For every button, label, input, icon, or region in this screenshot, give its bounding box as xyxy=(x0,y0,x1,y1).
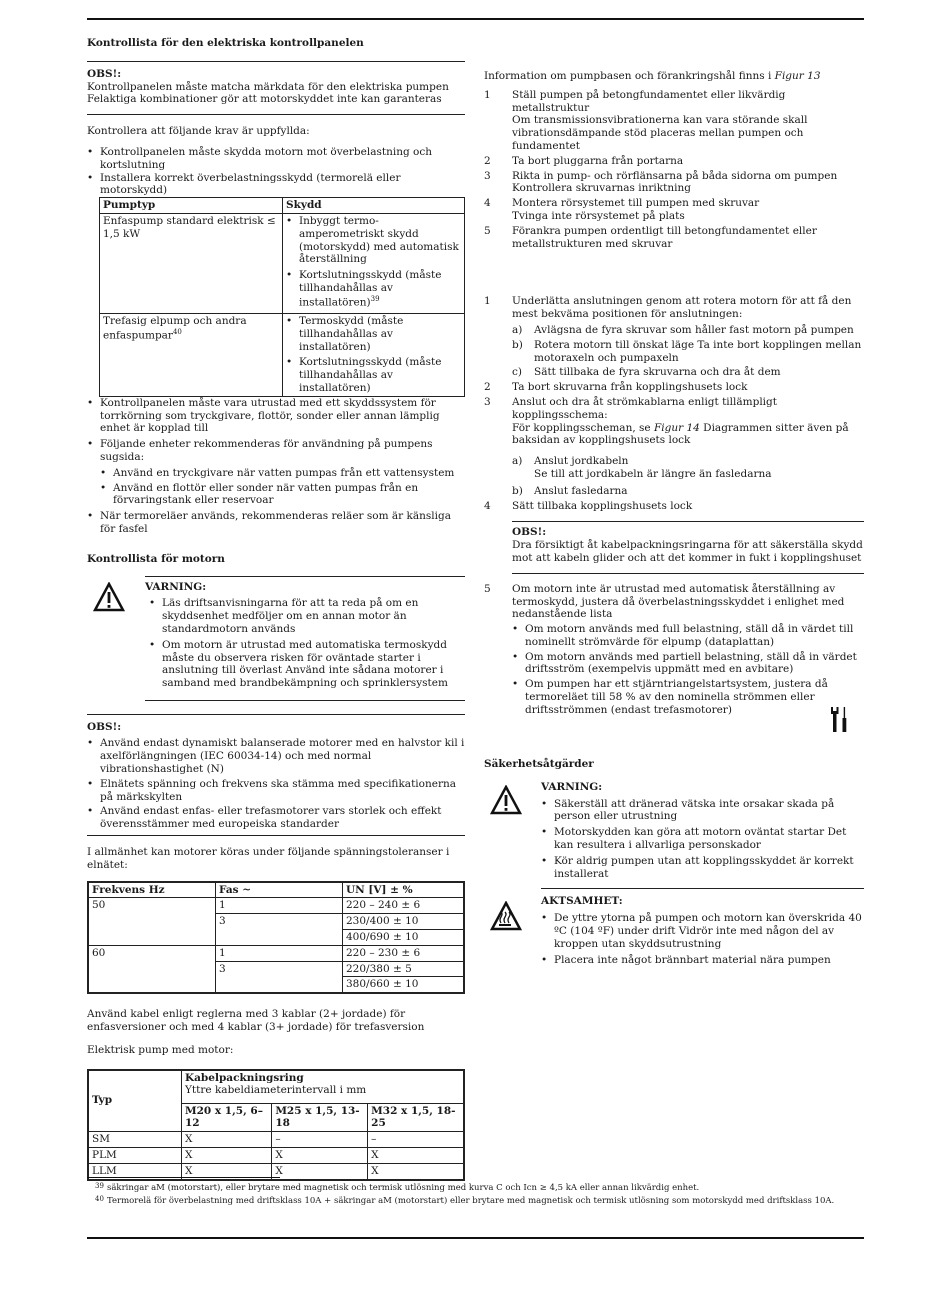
footnote: 39 säkringar aM (motorstart), eller brytare med magnetisk och termisk utlösning med kurva C och Icn ≥ 4,5 kA eller annan likvärdig enhet. xyxy=(95,1182,700,1193)
list-item: • Om motorn är utrustad med automatiska termoskydd måste du observera risken för oväntade starter i anslutning till överlast Använd inte sådana motorer i samband med brandbekämpning och sprinklersystem xyxy=(149,639,465,690)
step: 3 Anslut och dra åt strömkablarna enligt tillämpligt kopplingsschema: För kopplingsscheman, se Figur 14 Diagrammen sitter även på baksidan av kopplingshusets lock a) Anslut jordkabeln Se till att jordkabeln är längre än fasledarna b) Anslut fasledarna xyxy=(484,396,864,498)
table-header: Kabelpackningsring Yttre kabeldiameterintervall i mm xyxy=(182,1070,465,1104)
warning-label: VARNING: xyxy=(145,580,207,593)
step: 4 Montera rörsystemet till pumpen med skruvar Tvinga inte rörsystemet på plats xyxy=(484,197,760,222)
list-item: • Om pumpen har ett stjärntriangelstartsystem, justera då termoreläet till 58 % av den nominella strömmen eller driftsströmmen (endast trefasmotorer) xyxy=(512,678,864,716)
warning-label: VARNING: xyxy=(541,780,603,793)
list-item: • Använd en tryckgivare när vatten pumpas från ett vattensystem xyxy=(100,467,465,480)
obs-block xyxy=(512,521,864,573)
left-column xyxy=(87,37,465,1181)
list-item: • Säkerställ att dränerad vätska inte orsakar skada på person eller utrustning xyxy=(541,798,864,824)
table-cell: Trefasig elpump och andra enfaspumpar$^{40}$ xyxy=(100,314,283,397)
info-intro: Information om pumpbasen och förankringshål finns i Figur 13 xyxy=(484,70,821,82)
list-item: • Kör aldrig pumpen utan att kopplingsskyddet är korrekt installerat xyxy=(541,855,864,881)
list-item: • Använd endast dynamiskt balanserade motorer med en halvstor kil i axelförlängningen (IEC 60034-14) och med normal vibrationshastighet (N) xyxy=(87,737,465,775)
list-item: • Installera korrekt överbelastningsskydd (termorelä eller motorskydd) xyxy=(87,172,465,198)
section-title-control-panel: Kontrollista för den elektriska kontrollpanelen xyxy=(87,37,364,49)
divider xyxy=(87,835,465,836)
list-item: • Kontrollpanelen måste skydda motorn mot överbelastning och kortslutning xyxy=(87,146,465,172)
step: 1 Underlätta anslutningen genom att rotera motorn för att få den mest bekväma positionen för anslutningen: a) Avlägsna de fyra skruvar som håller fast motorn på pumpen b) Rotera motorn till önskat läge Ta inte bort kopplingen mellan motoraxeln och pumpaxeln c) Sätt tillbaka de fyra skruvarna och dra åt dem xyxy=(484,295,864,379)
caution-label: AKTSAMHET: xyxy=(541,895,623,908)
list-item: • Motorskydden kan göra att motorn oväntat startar Det kan resultera i allvarliga personskador xyxy=(541,826,864,852)
requirements-list-cont xyxy=(87,397,465,536)
table-row xyxy=(100,314,465,397)
table-cell: 220 – 240 ± 6 xyxy=(343,898,465,914)
table-header: UN [V] ± % xyxy=(343,882,465,898)
figure-ref: Figur 13 xyxy=(774,70,821,82)
obs-list xyxy=(87,737,465,831)
list-item: • De yttre ytorna på pumpen och motorn kan överskrida 40 ºC (104 ºF) under drift Vidrör inte med någon del av kroppen utan skyddsutrustning xyxy=(541,912,864,950)
warning-icon xyxy=(93,582,125,616)
warning-icon xyxy=(490,785,522,819)
table-cell: 220 – 230 ± 6 xyxy=(343,945,465,961)
obs-label: OBS!: xyxy=(512,526,547,539)
substep: a) Avlägsna de fyra skruvar som håller fast motorn på pumpen xyxy=(512,323,854,336)
list-item: • Inbyggt termo-amperometriskt skydd (motorskydd) med automatisk återställning xyxy=(286,215,461,266)
step: 1 Ställ pumpen på betongfundamentet eller likvärdig metallstruktur Om transmissionsvibrationerna kan vara störande skall vibrationsdämpande stöd placeras mellan pumpen och fundamentet xyxy=(484,88,808,152)
substep: b) Rotera motorn till önskat läge Ta inte bort kopplingen mellan motoraxeln och pumpaxeln xyxy=(512,338,862,364)
list-item: • Kontrollpanelen måste vara utrustad med ett skyddssystem för torrkörning som tryckgivare, flottör, sonder eller annan lämplig enhet är kopplad till xyxy=(87,397,465,435)
top-rule xyxy=(87,18,864,20)
step: 2 Ta bort pluggarna från portarna xyxy=(484,154,684,167)
divider xyxy=(87,114,465,115)
check-intro: Kontrollera att följande krav är uppfyllda: xyxy=(87,125,310,138)
table-cell: 380/660 ± 10 xyxy=(343,977,465,993)
substep: a) Anslut jordkabeln Se till att jordkabeln är längre än fasledarna xyxy=(512,455,772,480)
caution-block xyxy=(484,895,864,966)
footnote-ref: 40 xyxy=(172,327,182,336)
voltage-intro: I allmänhet kan motorer köras under följande spänningstoleranser i elnätet: xyxy=(87,845,450,871)
install-steps xyxy=(484,89,864,251)
list-item: • Placera inte något brännbart material nära pumpen xyxy=(541,954,864,967)
table-cell: 400/690 ± 10 xyxy=(343,929,465,945)
list-item: • När termoreläer används, rekommenderas reläer som är känsliga för fasfel xyxy=(87,510,465,536)
list-item: • Följande enheter rekommenderas för användning på pumpens sugsida: • Använd en tryckgivare när vatten pumpas från ett vattensystem • Använd en flottör eller sonder när vatten pumpas från en förvaringstank eller reservoar xyxy=(87,438,465,507)
warning-block xyxy=(87,576,465,700)
step: 4 Sätt tillbaka kopplingshusets lock xyxy=(484,499,693,512)
footnote-rule xyxy=(87,1177,280,1178)
list-item: • Termoskydd (måste tillhandahållas av installatören) xyxy=(286,315,461,353)
footnote: 40 Termorelä för överbelastning med driftsklass 10A + säkringar aM (motorstart) eller brytare med magnetisk och termisk utlösning som motorskydd med driftsklass 10A. xyxy=(95,1195,835,1206)
list-item: • Om motorn används med partiell belastning, ställ då in värdet driftsström (exempelvis uppmätt med en avbitare) xyxy=(512,651,864,677)
cable-table xyxy=(87,1069,465,1181)
bottom-rule xyxy=(87,1237,864,1239)
divider xyxy=(87,714,465,715)
table-cell: 220/380 ± 5 xyxy=(343,961,465,977)
divider xyxy=(87,61,465,62)
list-item: • Läs driftsanvisningarna för att ta reda på om en skyddsenhet medföljer om en annan motor än standardmotorn används xyxy=(149,597,465,635)
table-header: M32 x 1,5, 18-25 xyxy=(368,1103,464,1132)
table-row: PLM X X X xyxy=(88,1147,464,1163)
voltage-table xyxy=(87,881,465,995)
table-header: Skydd xyxy=(283,198,465,214)
list-item: • Kortslutningsskydd (måste tillhandahållas av installatören) xyxy=(286,356,461,394)
table-cell: 50 xyxy=(88,898,216,945)
wiring-steps xyxy=(484,295,864,512)
hot-surface-icon xyxy=(490,901,522,935)
table-header: Typ xyxy=(88,1070,182,1132)
table-cell: 60 xyxy=(88,945,216,993)
table-header: Pumptyp xyxy=(100,198,283,214)
table-cell: 3 xyxy=(216,914,343,946)
obs-label: OBS!: xyxy=(87,67,122,80)
step: 5 Förankra pumpen ordentligt till betongfundamentet eller metallstrukturen med skruvar xyxy=(484,224,817,250)
table-header: M20 x 1,5, 6–12 xyxy=(182,1103,272,1132)
list-item: • Använd en flottör eller sonder när vatten pumpas från en förvaringstank eller reservoar xyxy=(100,482,465,508)
list-item: • Elnätets spänning och frekvens ska stämma med specifikationerna på märkskylten xyxy=(87,778,465,804)
requirements-list xyxy=(87,146,465,197)
table-header: Fas ~ xyxy=(216,882,343,898)
safety-section xyxy=(484,758,864,966)
footnote-ref: 39 xyxy=(370,294,380,303)
obs-text: Kontrollpanelen måste matcha märkdata för den elektriska pumpen Felaktiga kombinationer gör att motorskyddet inte kan garanteras xyxy=(87,80,449,106)
pump-motor-label: Elektrisk pump med motor: xyxy=(87,1043,234,1056)
section-title-safety: Säkerhetsåtgärder xyxy=(484,758,594,770)
step: 3 Rikta in pump- och rörflänsarna på båda sidorna om pumpen Kontrollera skruvarnas inriktning xyxy=(484,169,838,195)
table-cell: 230/400 ± 10 xyxy=(343,914,465,930)
table-cell xyxy=(283,314,465,397)
protection-table xyxy=(99,197,465,397)
list-item: • Kortslutningsskydd (måste tillhandahållas av installatören)$^{39}$ xyxy=(286,269,461,309)
obs-label: OBS!: xyxy=(87,720,122,733)
substep: c) Sätt tillbaka de fyra skruvarna och dra åt dem xyxy=(512,366,781,379)
tools-icon xyxy=(830,706,850,738)
table-cell xyxy=(283,213,465,313)
table-cell: Enfaspump standard elektrisk ≤ 1,5 kW xyxy=(100,213,283,313)
table-row xyxy=(100,213,465,313)
table-row: SM X – – xyxy=(88,1132,464,1148)
list-item: • Om motorn används med full belastning, ställ då in värdet till nominellt strömvärde för elpump (dataplattan) xyxy=(512,623,864,649)
warning-block xyxy=(484,781,864,890)
table-header: Frekvens Hz xyxy=(88,882,216,898)
obs-text: Dra försiktigt åt kabelpackningsringarna för att säkerställa skydd mot att kabeln glider och att det kommer in fukt i kopplingshuset xyxy=(512,539,863,564)
table-header: M25 x 1,5, 13-18 xyxy=(272,1103,368,1132)
table-cell: 3 xyxy=(216,961,343,993)
cable-text: Använd kabel enligt reglerna med 3 kablar (2+ jordade) för enfasversioner och med 4 kablar (3+ jordade) för trefasversion xyxy=(87,1008,425,1033)
table-cell: 1 xyxy=(216,898,343,914)
section-title-motor: Kontrollista för motorn xyxy=(87,552,225,565)
substep: b) Anslut fasledarna xyxy=(512,484,628,497)
step: 2 Ta bort skruvarna från kopplingshusets lock xyxy=(484,381,748,394)
table-cell: 1 xyxy=(216,945,343,961)
table-row: LLM X X X xyxy=(88,1163,464,1179)
step: 5 Om motorn inte är utrustad med automatisk återställning av termoskydd, justera då överbelastningsskyddet i enlighet med nedanstående lista • Om motorn används med full belastning, ställ då in värdet till nominellt strömvärde för elpump (dataplattan) • Om motorn används med partiell belastning, ställ då in värdet driftsström (exempelvis uppmätt med en avbitare) • Om pumpen har ett stjärntriangelstartsystem, justera då termoreläet till 58 % av den nominella strömmen eller driftsströmmen (endast trefasmotorer) xyxy=(484,583,864,717)
list-item: • Använd endast enfas- eller trefasmotorer vars storlek och effekt överensstämmer med europeiska standarder xyxy=(87,805,465,831)
figure-ref: Figur 14 xyxy=(653,421,700,434)
right-column xyxy=(484,70,864,966)
